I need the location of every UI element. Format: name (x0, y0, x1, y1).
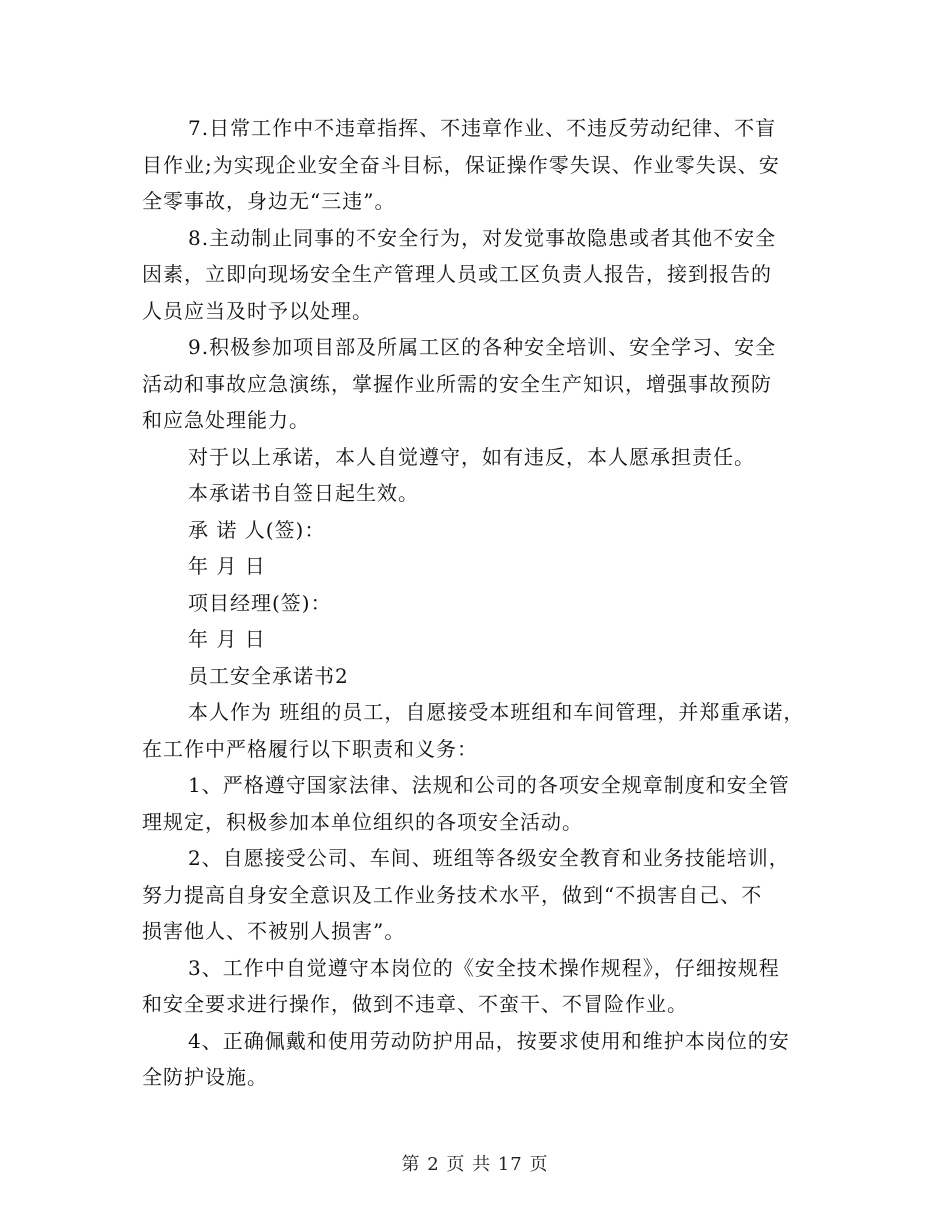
text-line: 本承诺书自签日起生效。 (188, 481, 419, 505)
intro-paragraph (142, 694, 812, 767)
duty-item-2 (142, 840, 812, 950)
duty-item-3 (142, 950, 812, 1023)
manager-date-line: 年 月 日 (188, 627, 266, 651)
text-line: 全零事故，身边无“三违”。 (142, 189, 396, 213)
text-line: 损害他人、不被别人损害”。 (142, 919, 406, 943)
duty-item-1 (142, 767, 812, 840)
text-line: 7.日常工作中不违章指挥、不违章作业、不违反劳动纪律、不盲 (188, 116, 777, 140)
duty-item-4 (142, 1023, 812, 1096)
text-line: 本人作为 班组的员工，自愿接受本班组和车间管理，并郑重承诺， (188, 700, 805, 724)
text-line: 目作业;为实现企业安全奋斗目标，保证操作零失误、作业零失误、安 (142, 152, 780, 177)
page-number-footer: 第 2 页 共 17 页 (401, 1154, 549, 1175)
text-line: 3、工作中自觉遵守本岗位的《安全技术操作规程》，仔细按规程 (188, 955, 780, 980)
effective-statement (142, 475, 812, 512)
text-line: 因素，立即向现场安全生产管理人员或工区负责人报告，接到报告的 (142, 262, 772, 286)
text-line: 和应急处理能力。 (142, 408, 310, 432)
text-line: 全防护设施。 (142, 1065, 268, 1089)
text-line: 1、严格遵守国家法律、法规和公司的各项安全规章制度和安全管 (188, 773, 790, 797)
signer-date-line: 年 月 日 (188, 554, 266, 578)
text-line: 4、正确佩戴和使用劳动防护用品，按要求使用和维护本岗位的安 (188, 1028, 790, 1053)
document-body (142, 110, 812, 1096)
paragraph-item-9 (142, 329, 812, 439)
text-line: 在工作中严格履行以下职责和义务： (142, 736, 478, 761)
text-line: 理规定，积极参加本单位组织的各项安全活动。 (142, 809, 583, 834)
text-line: 2、自愿接受公司、车间、班组等各级安全教育和业务技能培训， (188, 846, 790, 870)
commitment-statement (142, 439, 812, 476)
text-line: 活动和事故应急演练，掌握作业所需的安全生产知识，增强事故预防 (142, 371, 772, 396)
signer-signature-line: 承 诺 人(签)： (188, 517, 326, 542)
manager-signature-line: 项目经理(签)： (188, 590, 332, 615)
section-title (142, 658, 812, 695)
paragraph-item-7 (142, 110, 812, 220)
text-line: 员工安全承诺书2 (188, 663, 349, 688)
text-line: 人员应当及时予以处理。 (142, 298, 373, 323)
paragraph-item-8 (142, 220, 812, 330)
text-line: 9.积极参加项目部及所属工区的各种安全培训、安全学习、安全 (188, 335, 777, 359)
text-line: 对于以上承诺，本人自觉遵守，如有违反，本人愿承担责任。 (188, 444, 755, 469)
text-line: 努力提高自身安全意识及工作业务技术水平，做到“不损害自己、不 (142, 882, 763, 907)
text-line: 8.主动制止同事的不安全行为，对发觉事故隐患或者其他不安全 (188, 225, 777, 250)
text-line: 和安全要求进行操作，做到不违章、不蛮干、不冒险作业。 (142, 992, 688, 1016)
